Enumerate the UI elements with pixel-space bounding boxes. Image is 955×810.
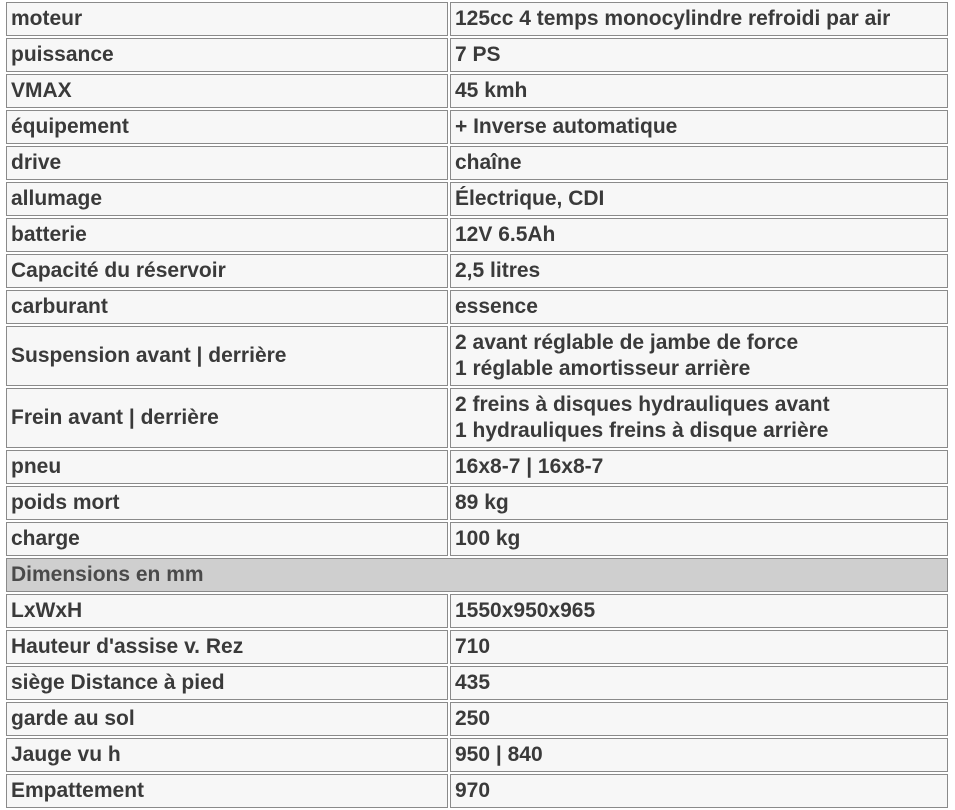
spec-value: + Inverse automatique [450, 110, 948, 144]
spec-value: 2,5 litres [450, 254, 948, 288]
table-row [6, 522, 948, 556]
dimension-value: 950 | 840 [450, 738, 948, 772]
spec-label: batterie [6, 218, 448, 252]
table-row [6, 388, 948, 448]
table-row [6, 450, 948, 484]
table-row [6, 774, 948, 808]
spec-label: carburant [6, 290, 448, 324]
section-header-row [6, 558, 948, 592]
table-row [6, 290, 948, 324]
spec-value [450, 326, 948, 386]
table-row [6, 326, 948, 386]
spec-label: allumage [6, 182, 448, 216]
dimension-value: 710 [450, 630, 948, 664]
spec-label: Capacité du réservoir [6, 254, 448, 288]
spec-label: moteur [6, 2, 448, 36]
spec-value: 89 kg [450, 486, 948, 520]
spec-label: équipement [6, 110, 448, 144]
spec-value: essence [450, 290, 948, 324]
spec-value-line: 1 hydrauliques freins à disque arrière [455, 419, 829, 442]
table-row [6, 218, 948, 252]
table-row [6, 738, 948, 772]
dimension-value: 1550x950x965 [450, 594, 948, 628]
dimension-label: Hauteur d'assise v. Rez [6, 630, 448, 664]
spec-label: Suspension avant | derrière [6, 326, 448, 386]
table-row [6, 182, 948, 216]
dimension-label: garde au sol [6, 702, 448, 736]
dimension-value: 435 [450, 666, 948, 700]
table-row [6, 2, 948, 36]
specifications-table [4, 0, 950, 810]
spec-value: 100 kg [450, 522, 948, 556]
dimensions-section-title: Dimensions en mm [6, 558, 948, 592]
spec-value-line: 2 avant réglable de jambe de force [455, 331, 799, 354]
spec-value: 7 PS [450, 38, 948, 72]
table-row [6, 254, 948, 288]
table-row [6, 146, 948, 180]
dimension-value: 970 [450, 774, 948, 808]
spec-label: poids mort [6, 486, 448, 520]
dimension-label: Empattement [6, 774, 448, 808]
table-row [6, 110, 948, 144]
dimension-label: LxWxH [6, 594, 448, 628]
spec-value: 12V 6.5Ah [450, 218, 948, 252]
spec-label: VMAX [6, 74, 448, 108]
spec-value-line: 2 freins à disques hydrauliques avant [455, 393, 830, 416]
spec-label: puissance [6, 38, 448, 72]
table-row [6, 594, 948, 628]
table-row [6, 666, 948, 700]
spec-value: 125cc 4 temps monocylindre refroidi par air [450, 2, 948, 36]
dimension-label: siège Distance à pied [6, 666, 448, 700]
table-row [6, 74, 948, 108]
spec-value-line: 1 réglable amortisseur arrière [455, 357, 751, 380]
spec-label: Frein avant | derrière [6, 388, 448, 448]
spec-label: charge [6, 522, 448, 556]
spec-value: Électrique, CDI [450, 182, 948, 216]
spec-value: chaîne [450, 146, 948, 180]
table-row [6, 486, 948, 520]
spec-label: drive [6, 146, 448, 180]
table-row [6, 702, 948, 736]
table-row [6, 38, 948, 72]
dimension-label: Jauge vu h [6, 738, 448, 772]
spec-label: pneu [6, 450, 448, 484]
spec-value [450, 388, 948, 448]
spec-value: 16x8-7 | 16x8-7 [450, 450, 948, 484]
dimension-value: 250 [450, 702, 948, 736]
spec-value: 45 kmh [450, 74, 948, 108]
table-row [6, 630, 948, 664]
